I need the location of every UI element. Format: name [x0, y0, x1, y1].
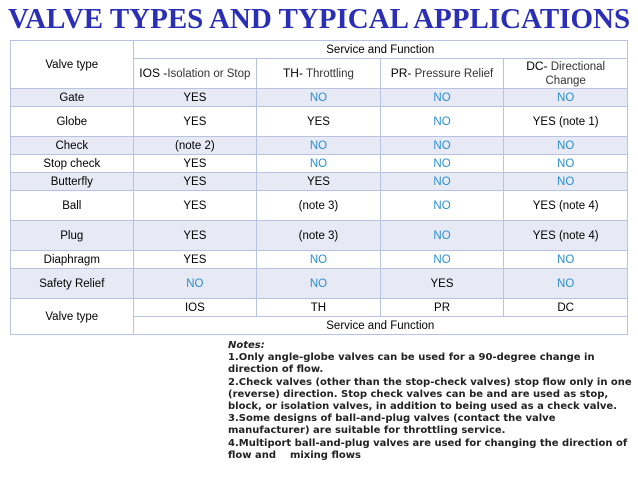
cell-dc: NO	[504, 137, 628, 155]
cell-ios: YES	[133, 251, 257, 269]
cell-dc: YES (note 1)	[504, 107, 628, 137]
service-function-header: Service and Function	[133, 41, 627, 59]
valve-name: Diaphragm	[11, 251, 134, 269]
cell-pr: NO	[380, 89, 504, 107]
cell-dc: NO	[504, 155, 628, 173]
footer-abbr-th: TH	[257, 299, 381, 317]
valve-name: Globe	[11, 107, 134, 137]
cell-th: NO	[257, 137, 381, 155]
footer-abbr-pr: PR	[380, 299, 504, 317]
cell-pr: NO	[380, 137, 504, 155]
column-abbr: PR-	[390, 66, 412, 80]
table-row	[11, 221, 628, 251]
note-item: 3.Some designs of ball-and-plug valves (contact the valve manufacturer) are suitable for throttling service.	[228, 413, 556, 437]
cell-ios: NO	[133, 269, 257, 299]
cell-ios: YES	[133, 89, 257, 107]
cell-pr: NO	[380, 191, 504, 221]
cell-ios: YES	[133, 191, 257, 221]
column-header-dc	[504, 59, 628, 89]
page-title: VALVE TYPES AND TYPICAL APPLICATIONS	[8, 3, 631, 35]
cell-ios: YES	[133, 221, 257, 251]
note-item: 4.Multiport ball-and-plug valves are used for changing the direction of flow and mixing flows	[228, 437, 631, 461]
cell-ios: YES	[133, 155, 257, 173]
column-abbr: DC-	[526, 59, 548, 73]
column-abbr: TH-	[282, 66, 303, 80]
cell-ios: (note 2)	[133, 137, 257, 155]
cell-th: (note 3)	[257, 221, 381, 251]
column-abbr: IOS -	[139, 66, 168, 80]
cell-pr: NO	[380, 155, 504, 173]
valve-type-header: Valve type	[11, 41, 134, 89]
notes-title: Notes:	[228, 340, 265, 351]
column-desc: Throttling	[305, 68, 354, 80]
cell-dc: NO	[504, 173, 628, 191]
table-header-row	[11, 41, 628, 59]
cell-ios: YES	[133, 107, 257, 137]
column-header-th	[257, 59, 381, 89]
valve-table	[10, 40, 628, 335]
cell-pr: NO	[380, 173, 504, 191]
table-row	[11, 89, 628, 107]
cell-th: YES	[257, 107, 381, 137]
valve-name: Ball	[11, 191, 134, 221]
valve-name: Check	[11, 137, 134, 155]
cell-th: (note 3)	[257, 191, 381, 221]
notes-block	[228, 340, 638, 462]
table-row	[11, 137, 628, 155]
column-desc: Isolation or Stop	[167, 68, 251, 80]
valve-name: Gate	[11, 89, 134, 107]
valve-name: Stop check	[11, 155, 134, 173]
cell-dc: NO	[504, 269, 628, 299]
valve-name: Plug	[11, 221, 134, 251]
table-row	[11, 107, 628, 137]
footer-abbr-ios: IOS	[133, 299, 257, 317]
cell-pr: NO	[380, 251, 504, 269]
table-row	[11, 251, 628, 269]
footer-abbr-dc: DC	[504, 299, 628, 317]
cell-pr: NO	[380, 107, 504, 137]
cell-dc: NO	[504, 251, 628, 269]
valve-name: Safety Relief	[11, 269, 134, 299]
table-row	[11, 155, 628, 173]
cell-th: NO	[257, 251, 381, 269]
table-footer-row	[11, 299, 628, 317]
column-header-ios	[133, 59, 257, 89]
valve-name: Butterfly	[11, 173, 134, 191]
table-row	[11, 173, 628, 191]
table-row	[11, 191, 628, 221]
cell-th: NO	[257, 269, 381, 299]
table-row	[11, 269, 628, 299]
cell-ios: YES	[133, 173, 257, 191]
cell-dc: YES (note 4)	[504, 221, 628, 251]
column-header-pr	[380, 59, 504, 89]
footer-valve-type: Valve type	[11, 299, 134, 335]
note-item: 1.Only angle-globe valves can be used for a 90-degree change in direction of flow.	[228, 352, 595, 376]
cell-dc: YES (note 4)	[504, 191, 628, 221]
footer-service-function: Service and Function	[133, 317, 627, 335]
column-desc: Directional Change	[545, 61, 606, 87]
note-item: 2.Check valves (other than the stop-check valves) stop flow only in one (reverse) direction. Stop check valves can be and are used as stop, block, or isolation valves, in addition to being used as a check valve.	[228, 376, 632, 413]
cell-th: NO	[257, 89, 381, 107]
cell-th: YES	[257, 173, 381, 191]
cell-dc: NO	[504, 89, 628, 107]
cell-pr: YES	[380, 269, 504, 299]
column-desc: Pressure Relief	[414, 68, 494, 80]
cell-pr: NO	[380, 221, 504, 251]
cell-th: NO	[257, 155, 381, 173]
